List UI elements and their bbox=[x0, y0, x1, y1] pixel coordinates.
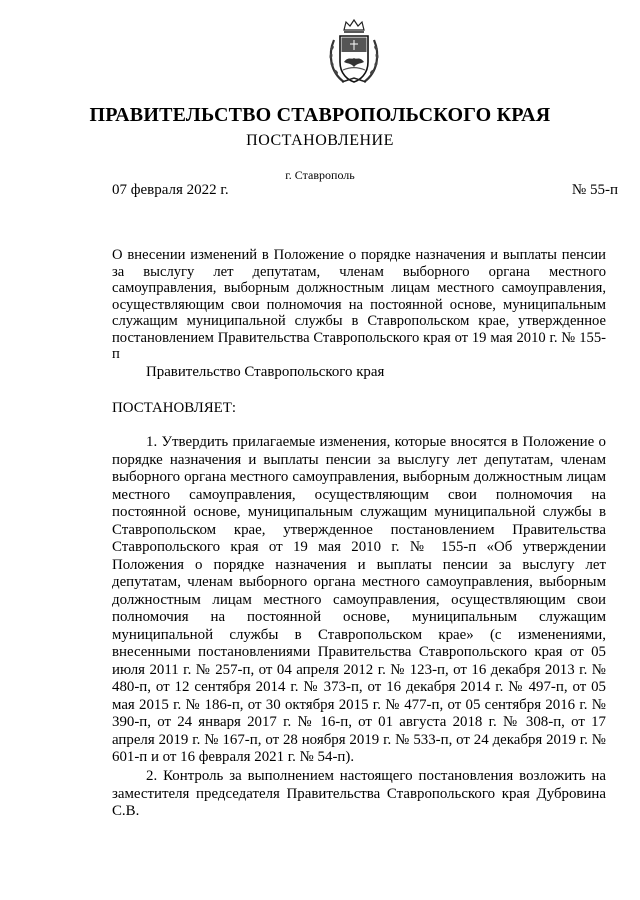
paragraph-item-1: 1. Утвердить прилагаемые изменения, которые вносятся в Положение о порядке назначения и выплаты пенсии за выслугу лет депутатам, членам выборного органа местного самоуправления, выборным должностным лицам местного самоуправления, осуществляющим свои полномочия на постоянной основе, муниципальным служащим муниципальной службы в Ставропольском крае, утвержденное постановлением Правительства Ставропольского края от 19 мая 2010 г. № 155-п «Об утверждении Положения о порядке назначения и выплаты пенсии за выслугу лет депутатам, членам выборного органа местного самоуправления, выборным должностным лицам местного самоуправления, осуществляющим свои полномочия на постоянной основе, муниципальным служащим муниципальной службы в Ставропольском крае» (с изменениями, внесенными постановлениями Правительства Ставропольского края от 05 июля 2011 г. № 257-п, от 04 апреля 2012 г. № 123-п, от 16 декабря 2013 г. № 480-п, от 12 сентября 2014 г. № 373-п, от 16 декабря 2014 г. № 497-п, от 05 мая 2015 г. № 186-п, от 30 октября 2015 г. № 477-п, от 05 сентября 2016 г. № 390-п, от 24 января 2017 г. № 16-п, от 01 августа 2018 г. № 308-п, от 17 апреля 2019 г. № 167-п, от 28 ноября 2019 г. № 533-п, от 24 декабря 2019 г. № 601-п и от 16 февраля 2021 г. № 54-п). bbox=[112, 434, 606, 765]
stavropol-coat-of-arms-icon bbox=[326, 18, 382, 88]
city-line: г. Ставрополь bbox=[285, 168, 355, 182]
decree-number: № 55-п bbox=[571, 182, 618, 198]
resolves-heading: ПОСТАНОВЛЯЕТ: bbox=[112, 400, 236, 416]
paragraph-item-2: 2. Контроль за выполнением настоящего постановления возложить на заместителя председателя Правительства Ставропольского края Дубровина С.В. bbox=[112, 768, 606, 819]
government-title: ПРАВИТЕЛЬСТВО СТАВРОПОЛЬСКОГО КРАЯ bbox=[89, 104, 551, 126]
decree-date: 07 февраля 2022 г. bbox=[112, 182, 229, 198]
issuing-authority: Правительство Ставропольского края bbox=[146, 364, 385, 380]
decree-subject: О внесении изменений в Положение о порядке назначения и выплаты пенсии за выслугу лет депутатам, членам выборного органа местного самоуправления, выборным должностным лицам местного самоуправления, осуществляющим свои полномочия на постоянной основе, муниципальным служащим муниципальной службы в Ставропольском крае, утвержденное постановлением Правительства Ставропольского края от 19 мая 2010 г. № 155-п bbox=[112, 247, 606, 362]
document-type: ПОСТАНОВЛЕНИЕ bbox=[246, 132, 394, 149]
